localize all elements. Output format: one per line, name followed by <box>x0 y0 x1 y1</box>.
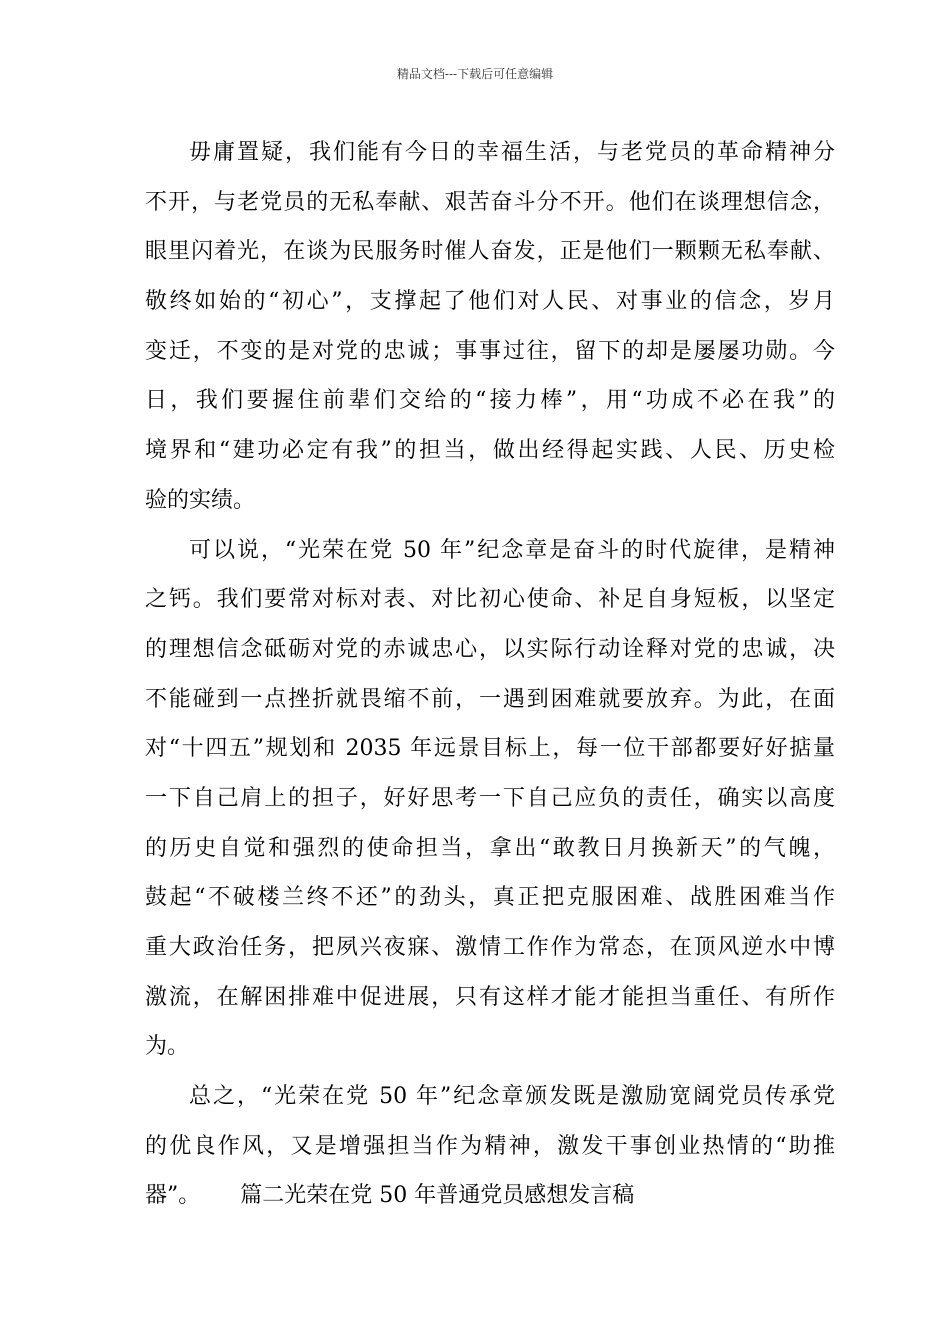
paragraph-2-line-5: 对“十四五”规划和 2035 年远景目标上，每一位干部都要好好掂量 <box>145 736 835 762</box>
paragraph-2-line-7: 的历史自觉和强烈的使命担当，拿出“敢教日月换新天”的气魄， <box>145 835 835 861</box>
paragraph-2-line-1: 可以说，“光荣在党 50 年”纪念章是奋斗的时代旋律，是精神 <box>189 537 835 563</box>
paragraph-2-line-8: 鼓起“不破楼兰终不还”的劲头，真正把克服困难、战胜困难当作 <box>145 885 835 911</box>
paragraph-3-line-1: 总之，“光荣在党 50 年”纪念章颁发既是激励宽阔党员传承党 <box>189 1084 835 1110</box>
paragraph-1-line-6: 日，我们要握住前辈们交给的“接力棒”，用“功成不必在我”的 <box>145 388 835 414</box>
paragraph-1-line-3: 眼里闪着光，在谈为民服务时催人奋发，正是他们一颗颗无私奉献、 <box>145 239 835 265</box>
paragraph-2-line-3: 的理想信念砥砺对党的赤诚忠心，以实际行动诠释对党的忠诚，决 <box>145 636 835 662</box>
paragraph-2-line-2: 之钙。我们要常对标对表、对比初心使命、补足自身短板，以坚定 <box>145 587 835 613</box>
paragraph-1-line-5: 变迁，不变的是对党的忠诚；事事过往，留下的却是屡屡功勋。今 <box>145 338 835 364</box>
paragraph-1-line-2: 不开，与老党员的无私奉献、艰苦奋斗分不开。他们在谈理想信念， <box>145 189 835 215</box>
paragraph-2-line-4: 不能碰到一点挫折就畏缩不前，一遇到困难就要放弃。为此，在面 <box>145 686 835 712</box>
paragraph-2-line-10: 激流，在解困排难中促进展，只有这样才能才能担当重任、有所作 <box>145 984 835 1010</box>
paragraph-2-line-6: 一下自己肩上的担子，好好思考一下自己应负的责任，确实以高度 <box>145 785 835 811</box>
paragraph-1-line-1: 毋庸置疑，我们能有今日的幸福生活，与老党员的革命精神分 <box>189 140 835 165</box>
paragraph-2-line-9: 重大政治任务，把夙兴夜寐、激情工作作为常态，在顶风逆水中博 <box>145 935 835 960</box>
document-body <box>145 128 835 1221</box>
paragraph-3-line-2: 的优良作风，又是增强担当作为精神，激发干事创业热情的“助推 <box>145 1133 835 1159</box>
paragraph-1-line-8: 验的实绩。 <box>145 487 256 513</box>
paragraph-1-line-4: 敬终如始的“初心”，支撑起了他们对人民、对事业的信念，岁月 <box>145 289 835 315</box>
paragraph-2-line-11: 为。 <box>145 1034 190 1060</box>
paragraph-3-line-3: 器”。 篇二光荣在党 50 年普通党员感想发言稿 <box>145 1183 635 1209</box>
page-header: 精品文档---下载后可任意编辑 <box>396 67 554 81</box>
paragraph-1-line-7: 境界和“建功必定有我”的担当，做出经得起实践、人民、历史检 <box>145 438 835 464</box>
